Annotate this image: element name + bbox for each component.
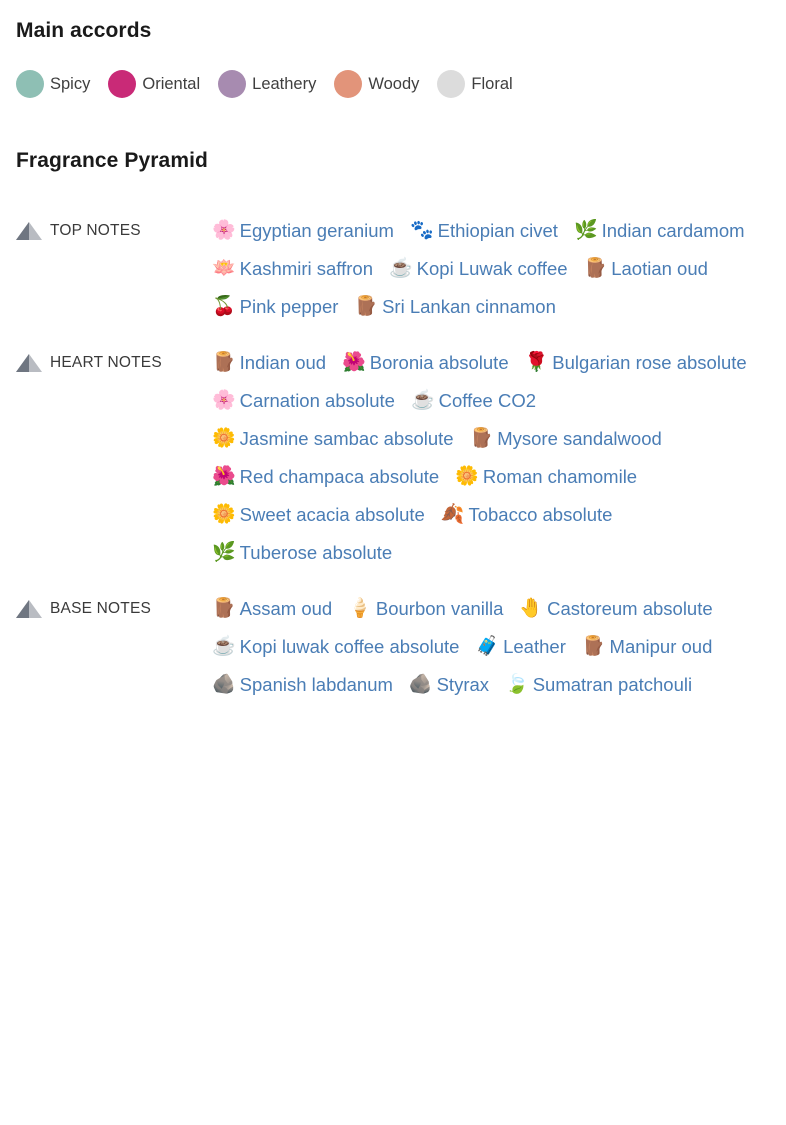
note-name: Spanish labdanum	[239, 674, 393, 695]
note-link[interactable]	[212, 388, 395, 414]
wood-icon: 🪵	[581, 636, 606, 657]
note-name: Assam oud	[239, 598, 333, 619]
note-name: Carnation absolute	[239, 390, 395, 411]
note-link[interactable]	[212, 256, 373, 282]
note-group	[16, 218, 770, 320]
accord-label: Woody	[368, 74, 420, 93]
fragrance-pyramid	[16, 146, 770, 698]
pyramid-triangle-icon	[16, 600, 42, 618]
cherry-blossom-icon: 🌸	[212, 220, 236, 241]
coral-icon: 🪷	[212, 258, 236, 279]
fragrance-pyramid-title: Fragrance Pyramid	[16, 149, 208, 172]
note-group-header	[16, 350, 212, 372]
note-name: Tuberose absolute	[239, 542, 393, 563]
note-link[interactable]	[212, 672, 393, 698]
note-link[interactable]	[212, 350, 326, 376]
herb-icon: 🌿	[573, 220, 598, 241]
note-list	[212, 596, 770, 698]
leather-icon: 🧳	[475, 636, 500, 657]
note-link[interactable]	[342, 350, 509, 376]
note-name: Kashmiri saffron	[239, 258, 373, 279]
note-name: Egyptian geranium	[239, 220, 394, 241]
note-link[interactable]	[525, 350, 747, 376]
note-link[interactable]	[354, 294, 555, 320]
berries-icon: 🍒	[212, 296, 236, 317]
note-link[interactable]	[409, 672, 489, 698]
wood-icon: 🪵	[212, 598, 236, 619]
note-group-label: TOP NOTES	[50, 222, 141, 239]
note-name: Indian oud	[239, 352, 327, 373]
note-link[interactable]	[574, 218, 745, 244]
note-name: Jasmine sambac absolute	[239, 428, 454, 449]
carnation-icon: 🌸	[212, 390, 236, 411]
note-link[interactable]	[505, 672, 692, 698]
note-name: Boronia absolute	[369, 352, 509, 373]
note-list	[212, 218, 770, 320]
accord-color-dot	[108, 70, 136, 98]
note-group-header	[16, 218, 212, 240]
cinnamon-stick-icon: 🪵	[354, 296, 379, 317]
note-list	[212, 350, 770, 566]
main-accords-title: Main accords	[16, 19, 152, 42]
note-link[interactable]	[212, 218, 394, 244]
accord-color-dot	[218, 70, 246, 98]
note-name: Indian cardamom	[601, 220, 745, 241]
note-name: Kopi luwak coffee absolute	[239, 636, 460, 657]
note-link[interactable]	[212, 464, 439, 490]
note-group-header	[16, 596, 212, 618]
note-name: Bulgarian rose absolute	[552, 352, 747, 373]
note-link[interactable]	[212, 502, 425, 528]
note-name: Laotian oud	[611, 258, 708, 279]
accord-label: Oriental	[142, 74, 201, 93]
vanilla-icon: 🍦	[348, 598, 372, 619]
note-link[interactable]	[475, 634, 565, 660]
note-name: Roman chamomile	[482, 466, 638, 487]
wood-icon: 🪵	[583, 258, 608, 279]
pyramid-triangle-icon	[16, 354, 42, 372]
note-link[interactable]	[212, 294, 338, 320]
patchouli-leaf-icon: 🍃	[505, 674, 529, 695]
note-name: Sweet acacia absolute	[239, 504, 425, 525]
rock-icon: 🪨	[408, 674, 433, 695]
hand-icon: 🤚	[519, 598, 544, 619]
note-link[interactable]	[212, 540, 392, 566]
note-name: Leather	[503, 636, 566, 657]
note-link[interactable]	[582, 634, 713, 660]
pyramid-triangle-icon	[16, 222, 42, 240]
note-name: Castoreum absolute	[547, 598, 713, 619]
note-name: Coffee CO2	[438, 390, 537, 411]
paw-prints-icon: 🐾	[409, 220, 434, 241]
note-name: Red champaca absolute	[239, 466, 440, 487]
jasmine-icon: 🌼	[212, 428, 236, 449]
note-name: Tobacco absolute	[468, 504, 613, 525]
note-group	[16, 350, 770, 566]
accord-item[interactable]	[108, 70, 200, 98]
note-name: Manipur oud	[609, 636, 713, 657]
note-link[interactable]	[455, 464, 637, 490]
note-group-label: HEART NOTES	[50, 354, 162, 371]
tobacco-leaf-icon: 🍂	[440, 504, 465, 525]
accord-label: Leathery	[252, 74, 317, 93]
orchid-icon: 🌺	[342, 352, 366, 373]
note-group	[16, 596, 770, 698]
main-accords-list	[16, 70, 770, 98]
coffee-bean-icon: ☕	[212, 636, 236, 657]
acacia-icon: 🌼	[212, 504, 236, 525]
note-name: Styrax	[436, 674, 490, 695]
note-link[interactable]	[212, 426, 454, 452]
accord-item[interactable]	[334, 70, 419, 98]
note-link[interactable]	[348, 596, 503, 622]
note-groups	[16, 218, 770, 698]
coffee-bean-icon: ☕	[410, 390, 435, 411]
note-link[interactable]	[441, 502, 613, 528]
accord-color-dot	[437, 70, 465, 98]
wood-icon: 🪵	[212, 352, 236, 373]
note-name: Mysore sandalwood	[497, 428, 662, 449]
note-name: Sri Lankan cinnamon	[382, 296, 556, 317]
note-name: Bourbon vanilla	[375, 598, 504, 619]
note-name: Ethiopian civet	[437, 220, 558, 241]
note-link[interactable]	[212, 596, 332, 622]
accord-color-dot	[16, 70, 44, 98]
accord-item[interactable]	[437, 70, 512, 98]
tuberose-icon: 🌿	[212, 542, 236, 563]
note-name: Sumatran patchouli	[532, 674, 693, 695]
accord-color-dot	[334, 70, 362, 98]
note-link[interactable]	[410, 218, 558, 244]
note-link[interactable]	[389, 256, 568, 282]
note-link[interactable]	[411, 388, 536, 414]
note-name: Kopi Luwak coffee	[416, 258, 568, 279]
note-name: Pink pepper	[239, 296, 339, 317]
accord-item[interactable]	[218, 70, 316, 98]
sandalwood-icon: 🪵	[469, 428, 494, 449]
accord-label: Spicy	[50, 74, 91, 93]
coffee-bean-icon: ☕	[389, 258, 413, 279]
note-link[interactable]	[470, 426, 662, 452]
rock-icon: 🪨	[212, 674, 236, 695]
chamomile-icon: 🌼	[455, 466, 479, 487]
note-link[interactable]	[519, 596, 712, 622]
champaca-flower-icon: 🌺	[212, 466, 236, 487]
note-link[interactable]	[584, 256, 708, 282]
accord-label: Floral	[471, 74, 513, 93]
rose-icon: 🌹	[524, 352, 549, 373]
accord-item[interactable]	[16, 70, 90, 98]
note-link[interactable]	[212, 634, 459, 660]
note-group-label: BASE NOTES	[50, 600, 152, 617]
